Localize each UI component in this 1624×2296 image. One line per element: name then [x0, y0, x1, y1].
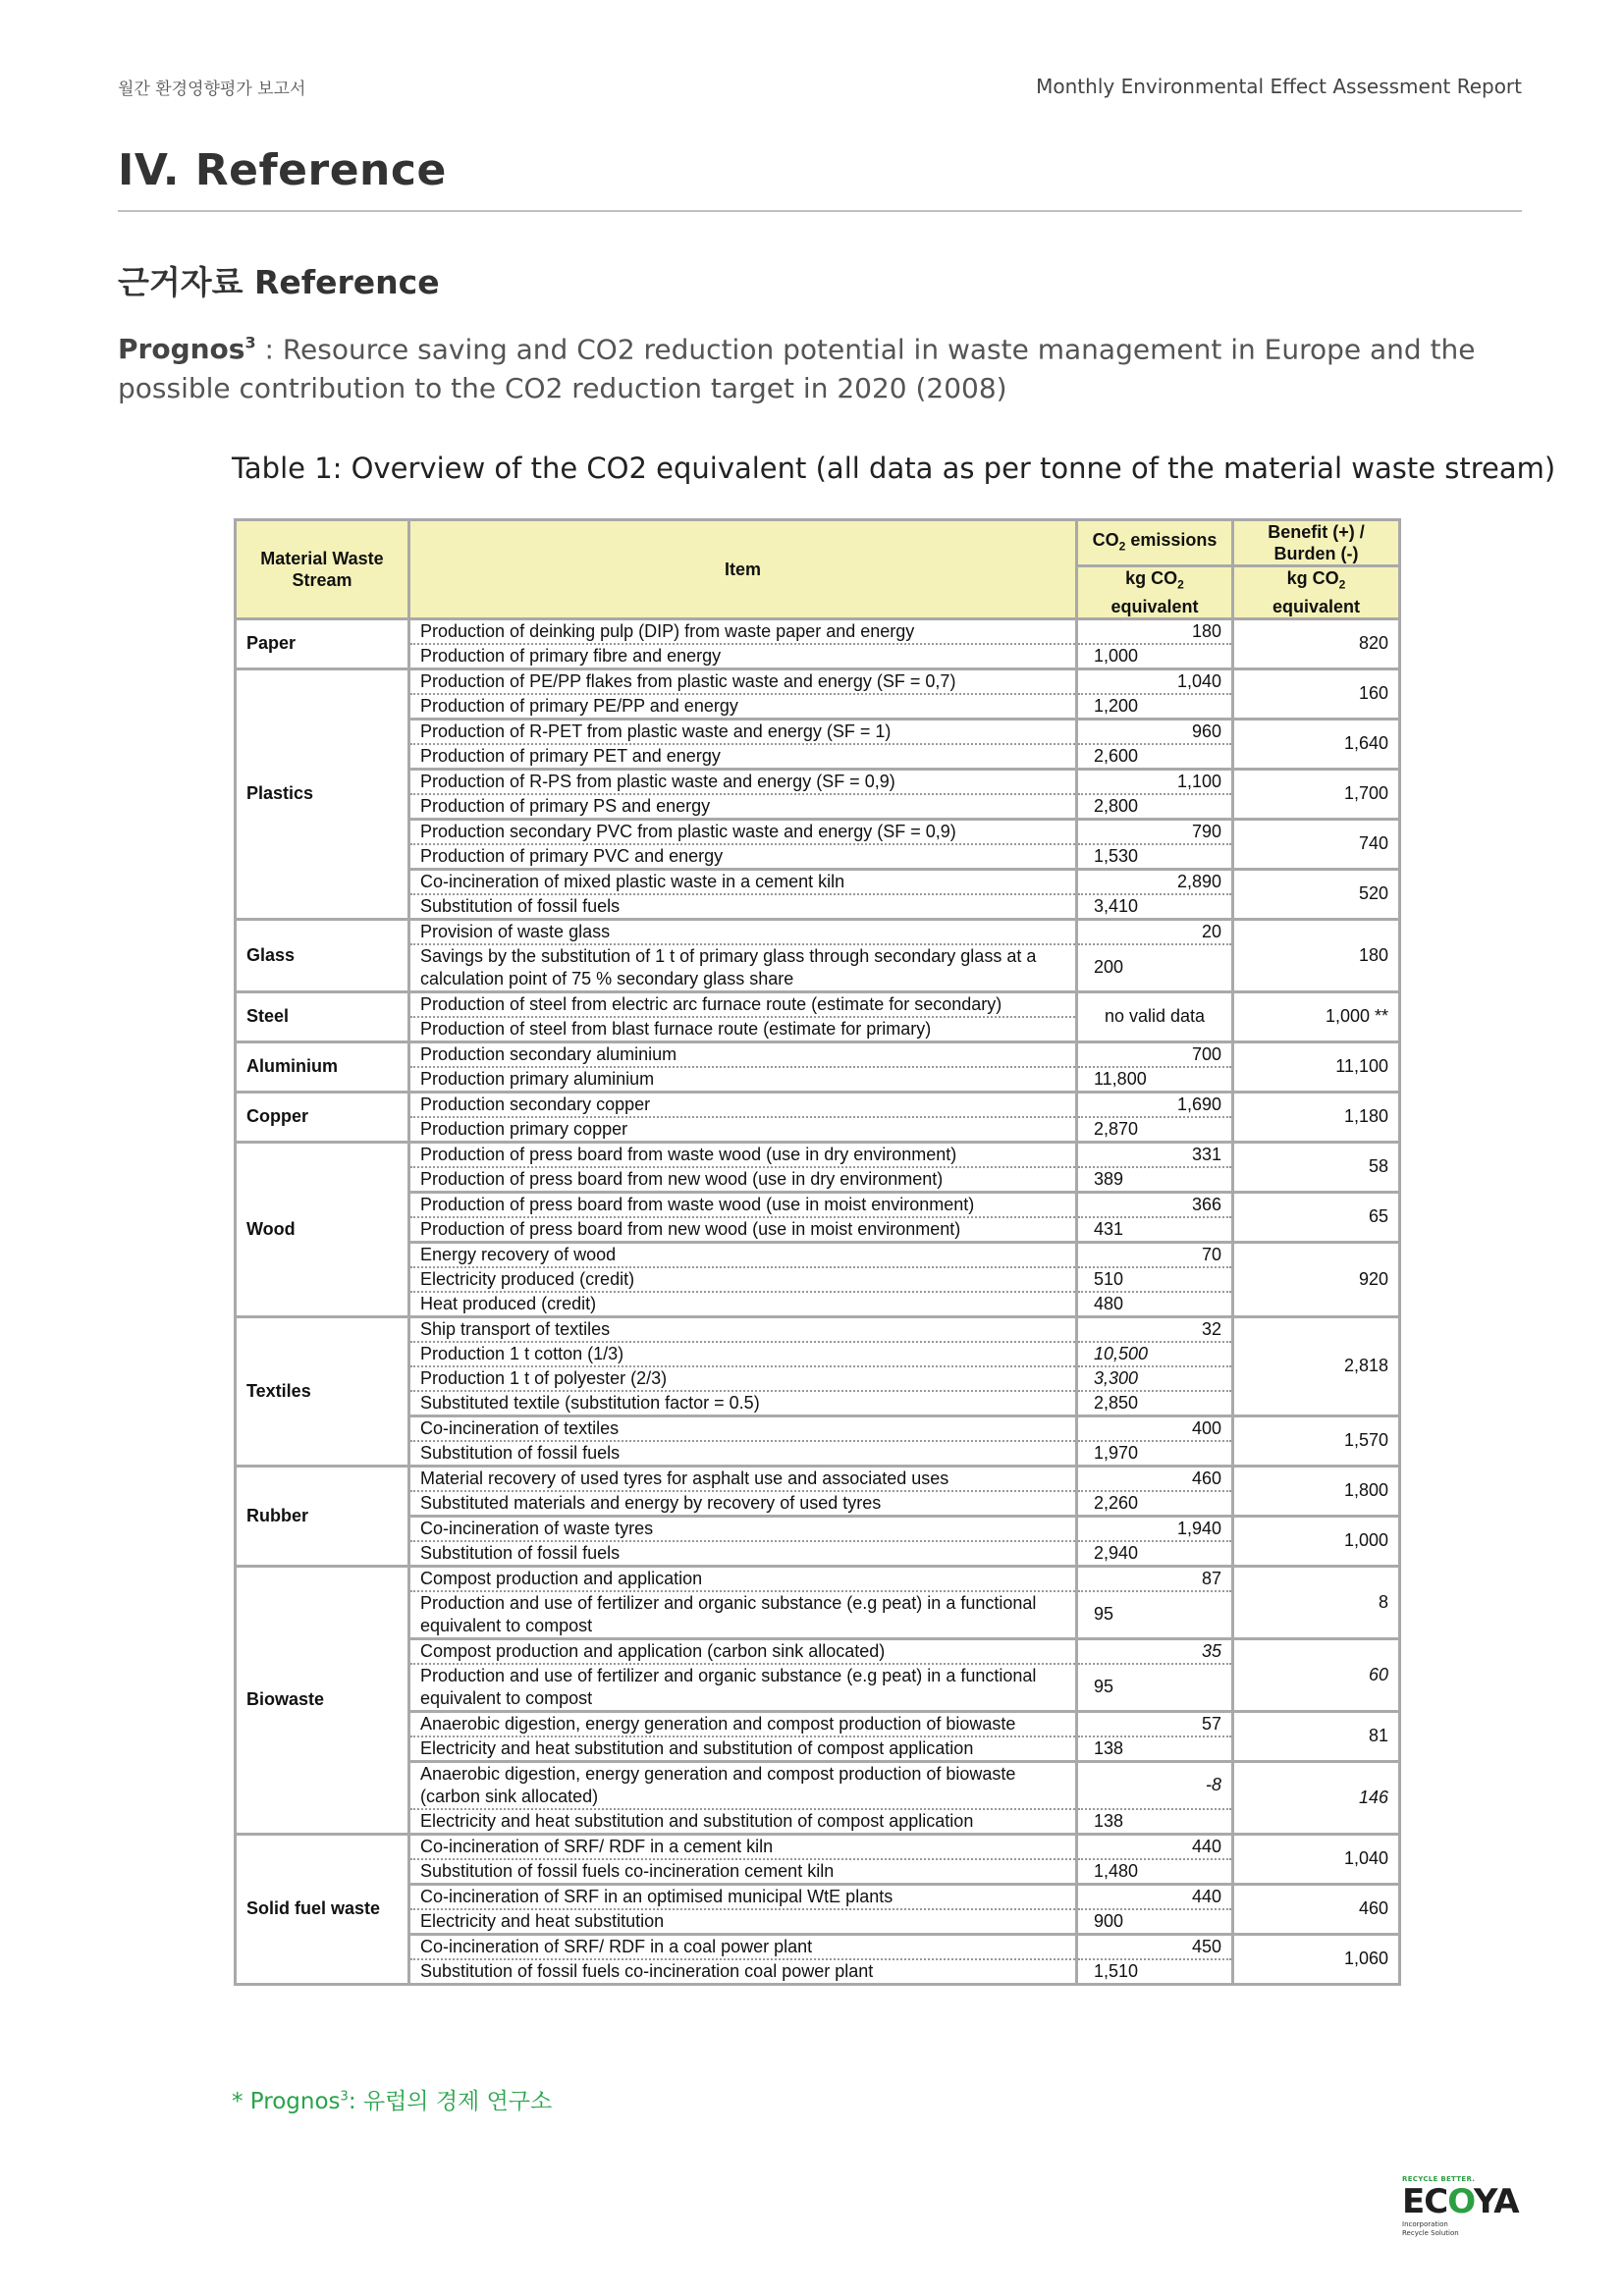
- co2-value-cell: 70: [1077, 1242, 1233, 1267]
- item-cell: Compost production and application (carbon sink allocated): [409, 1638, 1077, 1664]
- co2-value-cell: 700: [1077, 1041, 1233, 1067]
- table-row: [236, 1736, 1400, 1762]
- benefit-cell: 1,060: [1233, 1934, 1400, 1984]
- benefit-cell: 1,640: [1233, 719, 1400, 769]
- co2-value-cell: 95: [1077, 1591, 1233, 1639]
- benefit-cell: 1,000 **: [1233, 991, 1400, 1041]
- table-row: [236, 1491, 1400, 1517]
- table-row: [236, 1441, 1400, 1467]
- benefit-cell: 180: [1233, 919, 1400, 991]
- table-row: [236, 1834, 1400, 1859]
- section-subheading: 근거자료 Reference: [118, 263, 440, 301]
- material-stream-cell: Rubber: [236, 1466, 409, 1566]
- co2-value-cell: 11,800: [1077, 1067, 1233, 1093]
- item-cell: Production of press board from new wood (use in dry environment): [409, 1167, 1077, 1193]
- table-row: [236, 1192, 1400, 1217]
- table-row: [236, 1415, 1400, 1441]
- table-row: [236, 744, 1400, 770]
- co2-value-cell: 960: [1077, 719, 1233, 744]
- co2-value-cell: 2,260: [1077, 1491, 1233, 1517]
- material-stream-cell: Solid fuel waste: [236, 1834, 409, 1984]
- table-body: [236, 618, 1400, 1984]
- co2-b: emissions: [1125, 529, 1218, 550]
- item-cell: Production 1 t cotton (1/3): [409, 1342, 1077, 1366]
- benefit-cell: 160: [1233, 668, 1400, 719]
- table-row: [236, 819, 1400, 844]
- co2-value-cell: no valid data: [1077, 991, 1233, 1041]
- co2-value-cell: 3,300: [1077, 1366, 1233, 1391]
- table-row: [236, 1859, 1400, 1885]
- co2-value-cell: 389: [1077, 1167, 1233, 1193]
- co2-value-cell: 2,890: [1077, 869, 1233, 894]
- co2-value-cell: 366: [1077, 1192, 1233, 1217]
- table-row: [236, 1217, 1400, 1243]
- table-caption: Table 1: Overview of the CO2 equivalent (all data as per tonne of the material waste stream): [232, 452, 1556, 485]
- item-cell: Production of R-PS from plastic waste and energy (SF = 0,9): [409, 769, 1077, 794]
- table-row: [236, 1167, 1400, 1193]
- item-cell: Electricity and heat substitution and substitution of compost application: [409, 1736, 1077, 1762]
- material-stream-cell: Copper: [236, 1092, 409, 1142]
- intro-source: [118, 333, 256, 365]
- table-row: [236, 919, 1400, 944]
- item-cell: Substitution of fossil fuels co-incineration cement kiln: [409, 1859, 1077, 1885]
- item-cell: Co-incineration of waste tyres: [409, 1516, 1077, 1541]
- table-row: [236, 1664, 1400, 1712]
- benefit-cell: 920: [1233, 1242, 1400, 1316]
- item-cell: Production of deinking pulp (DIP) from waste paper and energy: [409, 618, 1077, 644]
- co2-value-cell: 2,940: [1077, 1541, 1233, 1567]
- ben-kg-a: kg CO: [1286, 568, 1339, 588]
- header-left: 월간 환경영향평가 보고서: [118, 80, 306, 99]
- co2-value-cell: 1,100: [1077, 769, 1233, 794]
- table-row: [236, 769, 1400, 794]
- item-cell: Co-incineration of mixed plastic waste in a cement kiln: [409, 869, 1077, 894]
- co2-value-cell: 460: [1077, 1466, 1233, 1491]
- table-row: [236, 1142, 1400, 1167]
- co2-value-cell: 400: [1077, 1415, 1233, 1441]
- material-stream-cell: Wood: [236, 1142, 409, 1316]
- item-cell: Production of press board from waste wood (use in dry environment): [409, 1142, 1077, 1167]
- table-row: [236, 1117, 1400, 1143]
- co2-value-cell: 790: [1077, 819, 1233, 844]
- benefit-cell: 2,818: [1233, 1316, 1400, 1415]
- material-stream-cell: Paper: [236, 618, 409, 668]
- logo-wordmark: [1402, 2183, 1522, 2220]
- co2-value-cell: 138: [1077, 1809, 1233, 1835]
- co2-value-cell: 431: [1077, 1217, 1233, 1243]
- benefit-cell: 81: [1233, 1711, 1400, 1761]
- col-header-benefit-unit: [1233, 566, 1400, 619]
- logo-tagline: RECYCLE BETTER.: [1402, 2175, 1476, 2183]
- co2-value-cell: 1,040: [1077, 668, 1233, 694]
- intro-paragraph: [118, 324, 1522, 408]
- item-cell: Production secondary PVC from plastic waste and energy (SF = 0,9): [409, 819, 1077, 844]
- col-header-co2-unit: [1077, 566, 1233, 619]
- item-cell: Savings by the substitution of 1 t of primary glass through secondary glass at a calculation point of 75 % secondary glass share: [409, 944, 1077, 992]
- table-row: [236, 844, 1400, 870]
- item-cell: Electricity and heat substitution: [409, 1909, 1077, 1935]
- table-row: [236, 644, 1400, 669]
- item-cell: Production of press board from waste wood (use in moist environment): [409, 1192, 1077, 1217]
- co2-value-cell: 87: [1077, 1566, 1233, 1591]
- intro-source-name: Prognos: [118, 333, 245, 366]
- co2-a: CO: [1092, 529, 1119, 550]
- material-stream-cell: Steel: [236, 991, 409, 1041]
- table-row: [236, 869, 1400, 894]
- page-title: IV. Reference: [118, 145, 447, 195]
- co2-value-cell: 200: [1077, 944, 1233, 992]
- co2-value-cell: 2,600: [1077, 744, 1233, 770]
- table-row: [236, 1391, 1400, 1416]
- benefit-cell: 58: [1233, 1142, 1400, 1192]
- benefit-cell: 1,570: [1233, 1415, 1400, 1466]
- table-row: [236, 1366, 1400, 1391]
- logo-word-o: O: [1447, 2182, 1474, 2221]
- co2-value-cell: 510: [1077, 1267, 1233, 1292]
- item-cell: Electricity and heat substitution and substitution of compost application: [409, 1809, 1077, 1835]
- table-row: [236, 894, 1400, 920]
- table-row: [236, 1591, 1400, 1639]
- item-cell: Production 1 t of polyester (2/3): [409, 1366, 1077, 1391]
- item-cell: Production primary copper: [409, 1117, 1077, 1143]
- co2-value-cell: 2,850: [1077, 1391, 1233, 1416]
- co2-value-cell: 2,800: [1077, 794, 1233, 820]
- co2-value-cell: 440: [1077, 1884, 1233, 1909]
- table-row: [236, 1541, 1400, 1567]
- footnote-sup: 3: [340, 2089, 349, 2105]
- kg-a: kg CO: [1125, 568, 1178, 588]
- co2-value-cell: 1,480: [1077, 1859, 1233, 1885]
- table-row: [236, 668, 1400, 694]
- table-row: [236, 1711, 1400, 1736]
- table-row: [236, 1067, 1400, 1093]
- item-cell: Production secondary copper: [409, 1092, 1077, 1117]
- item-cell: Production secondary aluminium: [409, 1041, 1077, 1067]
- item-cell: Substituted textile (substitution factor = 0.5): [409, 1391, 1077, 1416]
- co2-value-cell: 440: [1077, 1834, 1233, 1859]
- item-cell: Co-incineration of SRF/ RDF in a coal power plant: [409, 1934, 1077, 1959]
- co2-value-cell: 1,690: [1077, 1092, 1233, 1117]
- table-row: [236, 1316, 1400, 1342]
- co2-value-cell: 1,940: [1077, 1516, 1233, 1541]
- material-stream-cell: Glass: [236, 919, 409, 991]
- item-cell: Energy recovery of wood: [409, 1242, 1077, 1267]
- table-row: [236, 719, 1400, 744]
- benefit-cell: 740: [1233, 819, 1400, 869]
- kg-b: equivalent: [1110, 596, 1199, 616]
- co2-value-cell: 1,000: [1077, 644, 1233, 669]
- item-cell: Substitution of fossil fuels: [409, 1541, 1077, 1567]
- co2-value-cell: 1,510: [1077, 1959, 1233, 1985]
- item-cell: Co-incineration of textiles: [409, 1415, 1077, 1441]
- col-header-co2: [1077, 520, 1233, 566]
- item-cell: Substituted materials and energy by recovery of used tyres: [409, 1491, 1077, 1517]
- title-divider: [118, 210, 1522, 212]
- co2-value-cell: 35: [1077, 1638, 1233, 1664]
- item-cell: Anaerobic digestion, energy generation and compost production of biowaste: [409, 1711, 1077, 1736]
- reference-table-wrapper: [234, 518, 1401, 1986]
- col-header-item: Item: [409, 520, 1077, 619]
- benefit-cell: 520: [1233, 869, 1400, 919]
- item-cell: Ship transport of textiles: [409, 1316, 1077, 1342]
- co2-value-cell: 450: [1077, 1934, 1233, 1959]
- logo-subtext-2: Recycle Solution: [1402, 2229, 1459, 2237]
- table-row: [236, 1092, 1400, 1117]
- item-cell: Provision of waste glass: [409, 919, 1077, 944]
- material-stream-cell: Aluminium: [236, 1041, 409, 1092]
- table-row: [236, 1959, 1400, 1985]
- benefit-cell: 1,000: [1233, 1516, 1400, 1566]
- co2-value-cell: -8: [1077, 1761, 1233, 1809]
- logo-word-b: YA: [1473, 2182, 1519, 2221]
- item-cell: Production of press board from new wood (use in moist environment): [409, 1217, 1077, 1243]
- material-stream-cell: Biowaste: [236, 1566, 409, 1834]
- footnote: [232, 2083, 552, 2115]
- benefit-cell: 1,700: [1233, 769, 1400, 819]
- benefit-cell: 60: [1233, 1638, 1400, 1711]
- co2-value-cell: 2,870: [1077, 1117, 1233, 1143]
- item-cell: Production of steel from electric arc furnace route (estimate for secondary): [409, 991, 1077, 1017]
- reference-table: [234, 518, 1401, 1986]
- ben-kg-b: equivalent: [1272, 596, 1361, 616]
- table-row: [236, 694, 1400, 720]
- benefit-cell: 1,800: [1233, 1466, 1400, 1516]
- item-cell: Production and use of fertilizer and organic substance (e.g peat) in a functional equivalent to compost: [409, 1591, 1077, 1639]
- footnote-prefix: * Prognos: [232, 2089, 341, 2114]
- table-row: [236, 1909, 1400, 1935]
- item-cell: Substitution of fossil fuels co-incineration coal power plant: [409, 1959, 1077, 1985]
- col-header-benefit: Benefit (+) / Burden (-): [1233, 520, 1400, 566]
- item-cell: Electricity produced (credit): [409, 1267, 1077, 1292]
- table-row: [236, 1761, 1400, 1809]
- item-cell: Production of primary PE/PP and energy: [409, 694, 1077, 720]
- co2-value-cell: 180: [1077, 618, 1233, 644]
- table-row: [236, 1342, 1400, 1366]
- item-cell: Production of PE/PP flakes from plastic waste and energy (SF = 0,7): [409, 668, 1077, 694]
- material-stream-cell: Textiles: [236, 1316, 409, 1466]
- co2-sub: 2: [1118, 539, 1126, 554]
- table-row: [236, 1566, 1400, 1591]
- co2-value-cell: 57: [1077, 1711, 1233, 1736]
- benefit-cell: 460: [1233, 1884, 1400, 1934]
- item-cell: Production of steel from blast furnace route (estimate for primary): [409, 1017, 1077, 1042]
- co2-value-cell: 1,970: [1077, 1441, 1233, 1467]
- item-cell: Production of primary PVC and energy: [409, 844, 1077, 870]
- benefit-cell: 11,100: [1233, 1041, 1400, 1092]
- ecoya-logo: [1402, 2175, 1522, 2238]
- item-cell: Material recovery of used tyres for asphalt use and associated uses: [409, 1466, 1077, 1491]
- benefit-cell: 1,040: [1233, 1834, 1400, 1884]
- material-stream-cell: Plastics: [236, 668, 409, 919]
- intro-source-sup: 3: [244, 334, 256, 352]
- item-cell: Co-incineration of SRF/ RDF in a cement kiln: [409, 1834, 1077, 1859]
- co2-value-cell: 480: [1077, 1292, 1233, 1317]
- kg-sub: 2: [1177, 577, 1184, 592]
- table-row: [236, 794, 1400, 820]
- table-row: [236, 1041, 1400, 1067]
- item-cell: Co-incineration of SRF in an optimised municipal WtE plants: [409, 1884, 1077, 1909]
- header-right: Monthly Environmental Effect Assessment Report: [1036, 75, 1522, 98]
- benefit-cell: 1,180: [1233, 1092, 1400, 1142]
- table-row: [236, 1267, 1400, 1292]
- item-cell: Production of primary fibre and energy: [409, 644, 1077, 669]
- co2-value-cell: 10,500: [1077, 1342, 1233, 1366]
- table-row: [236, 1884, 1400, 1909]
- col-header-material: Material Waste Stream: [236, 520, 409, 619]
- intro-text: : Resource saving and CO2 reduction potential in waste management in Europe and the possible contribution to the CO2 reduction target in 2020 (2008): [118, 333, 1476, 405]
- item-cell: Substitution of fossil fuels: [409, 894, 1077, 920]
- table-row: [236, 1466, 1400, 1491]
- co2-value-cell: 95: [1077, 1664, 1233, 1712]
- logo-word-a: EC: [1402, 2182, 1448, 2221]
- item-cell: Production of R-PET from plastic waste and energy (SF = 1): [409, 719, 1077, 744]
- co2-value-cell: 900: [1077, 1909, 1233, 1935]
- item-cell: Substitution of fossil fuels: [409, 1441, 1077, 1467]
- table-row: [236, 991, 1400, 1017]
- item-cell: Compost production and application: [409, 1566, 1077, 1591]
- footnote-text: : 유럽의 경제 연구소: [348, 2089, 553, 2114]
- table-row: [236, 1242, 1400, 1267]
- co2-value-cell: 32: [1077, 1316, 1233, 1342]
- item-cell: Heat produced (credit): [409, 1292, 1077, 1317]
- table-row: [236, 1638, 1400, 1664]
- item-cell: Production of primary PET and energy: [409, 744, 1077, 770]
- co2-value-cell: 138: [1077, 1736, 1233, 1762]
- benefit-cell: 8: [1233, 1566, 1400, 1638]
- logo-subtext-1: Incorporation: [1402, 2220, 1448, 2228]
- table-row: [236, 944, 1400, 992]
- co2-value-cell: 331: [1077, 1142, 1233, 1167]
- co2-value-cell: 20: [1077, 919, 1233, 944]
- benefit-cell: 820: [1233, 618, 1400, 668]
- table-head: [236, 520, 1400, 619]
- benefit-cell: 65: [1233, 1192, 1400, 1242]
- ben-kg-sub: 2: [1338, 577, 1346, 592]
- table-row: [236, 1934, 1400, 1959]
- item-cell: Production and use of fertilizer and organic substance (e.g peat) in a functional equivalent to compost: [409, 1664, 1077, 1712]
- co2-value-cell: 1,530: [1077, 844, 1233, 870]
- table-row: [236, 1292, 1400, 1317]
- item-cell: Production primary aluminium: [409, 1067, 1077, 1093]
- table-row: [236, 1516, 1400, 1541]
- co2-value-cell: 3,410: [1077, 894, 1233, 920]
- benefit-cell: 146: [1233, 1761, 1400, 1834]
- item-cell: Anaerobic digestion, energy generation and compost production of biowaste (carbon sink allocated): [409, 1761, 1077, 1809]
- item-cell: Production of primary PS and energy: [409, 794, 1077, 820]
- table-row: [236, 1809, 1400, 1835]
- co2-value-cell: 1,200: [1077, 694, 1233, 720]
- table-row: [236, 618, 1400, 644]
